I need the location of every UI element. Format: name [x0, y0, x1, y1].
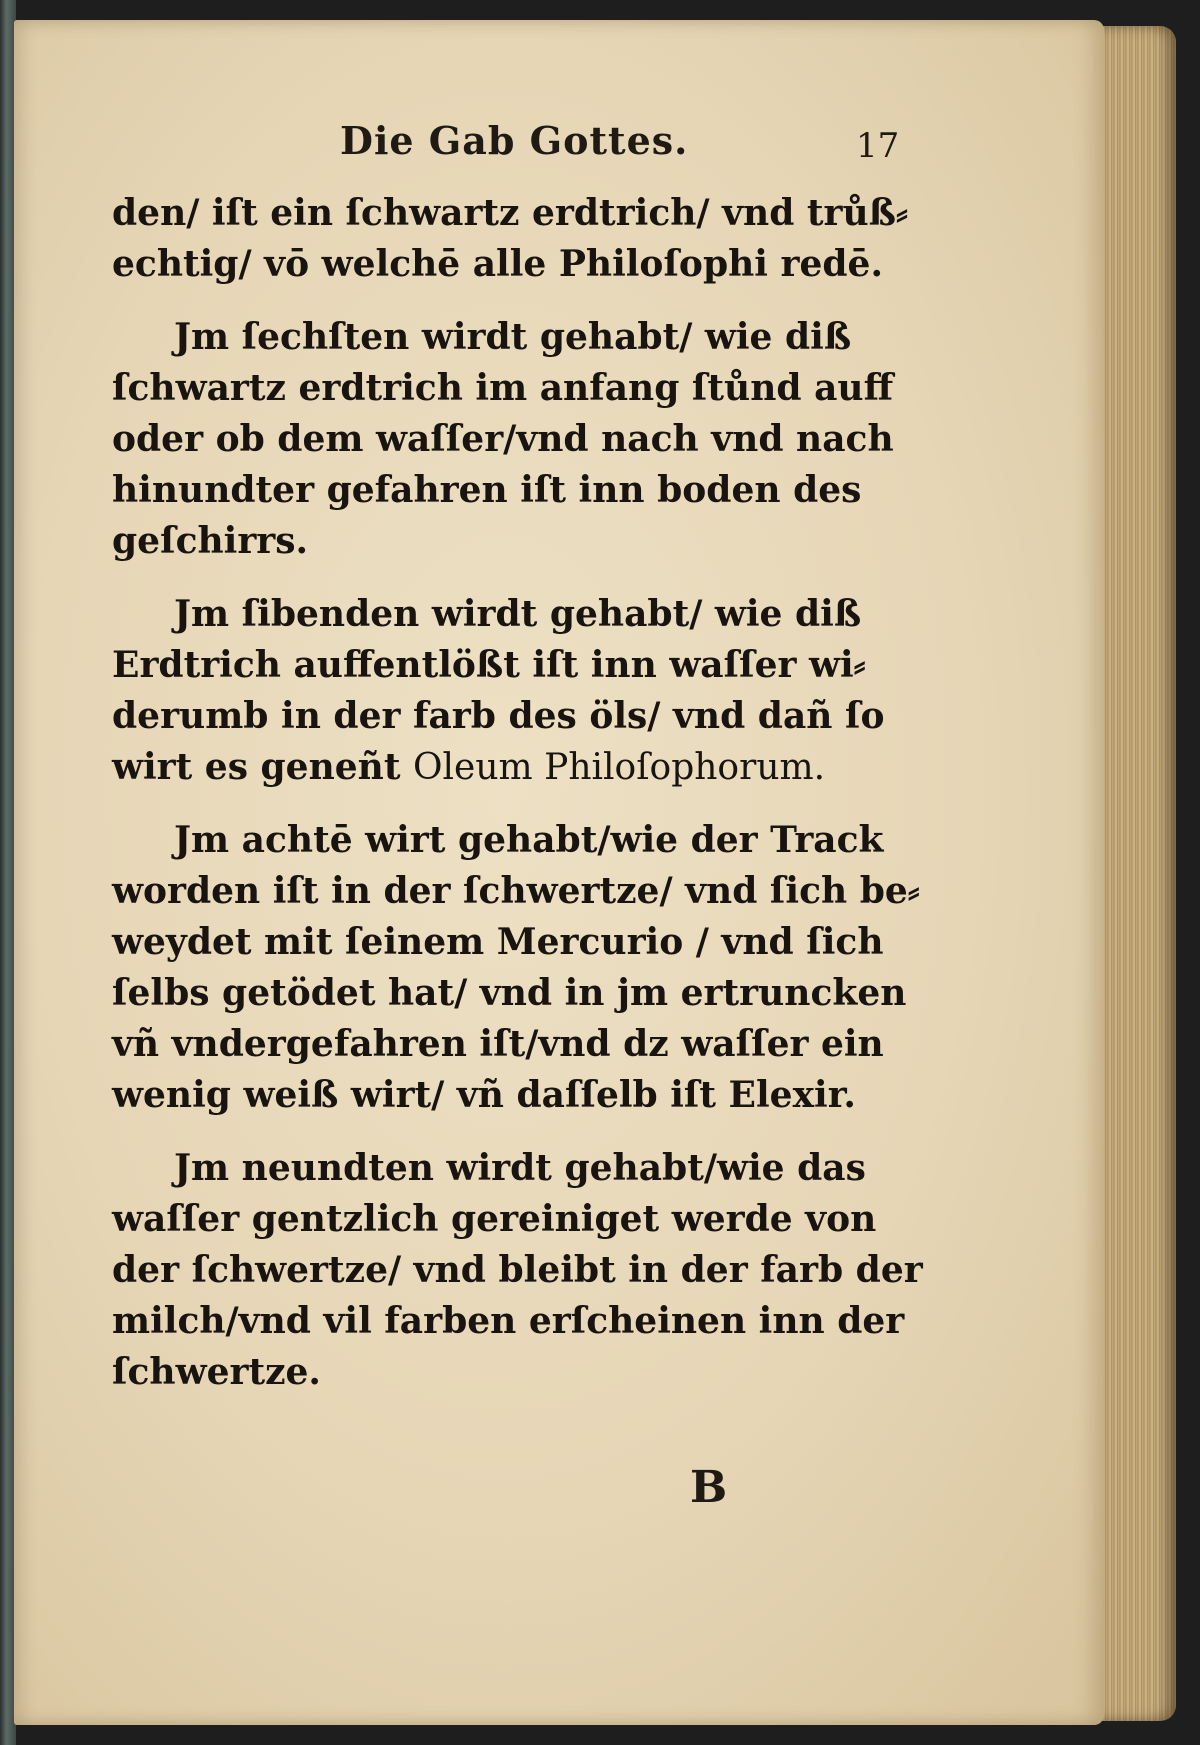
text-line: Erdtrich auffentlößt iſt inn waſſer wi⸗	[112, 644, 866, 686]
text-segment: wirt es geneñt	[112, 746, 413, 788]
running-head: Die Gab Gottes.	[340, 118, 689, 163]
text-line: ſchwartz erdtrich im anfang ſtůnd auff	[112, 367, 894, 409]
paragraph-1	[112, 188, 912, 290]
text-line: oder ob dem waſſer/vnd nach vnd nach	[112, 418, 894, 460]
text-line: der ſchwertze/ vnd bleibt in der farb der	[112, 1249, 923, 1291]
book-page-edges	[1100, 26, 1176, 1721]
paragraph-3	[112, 589, 912, 793]
text-line: geſchirrs.	[112, 520, 309, 562]
page-number: 17	[856, 126, 900, 166]
text-line: Jm neundten wirdt gehabt/wie das	[174, 1147, 866, 1189]
text-line: echtig/ vō welchē alle Philoſophi redē.	[112, 243, 883, 285]
text-line: ſelbs getödet hat/ vnd in jm ertruncken	[112, 972, 907, 1014]
text-line: waſſer gentzlich gereiniget werde von	[112, 1198, 877, 1240]
text-line: ſchwertze.	[112, 1351, 321, 1393]
text-line: den/ iſt ein ſchwartz erdtrich/ vnd trůß⸗	[112, 192, 909, 234]
paragraph-2	[112, 312, 912, 567]
paragraph-5	[112, 1143, 923, 1398]
paragraph-4	[112, 815, 920, 1121]
latin-term: Oleum Philoſophorum.	[413, 747, 826, 788]
text-line: wenig weiß wirt/ vñ daſſelb iſt Elexir.	[112, 1074, 856, 1116]
text-line-with-latin	[112, 742, 912, 793]
text-line: Jm ſibenden wirdt gehabt/ wie diß	[174, 593, 862, 635]
signature-mark: B	[690, 1462, 728, 1513]
text-line: hinundter gefahren iſt inn boden des	[112, 469, 862, 511]
text-line: milch/vnd vil farben erſcheinen inn der	[112, 1300, 905, 1342]
text-line: derumb in der farb des öls/ vnd dañ ſo	[112, 695, 885, 737]
text-line: vñ vndergefahren iſt/vnd dz waſſer ein	[112, 1023, 884, 1065]
text-line: Jm ſechſten wirdt gehabt/ wie diß	[174, 316, 852, 358]
body-text	[112, 188, 923, 1420]
text-line: worden iſt in der ſchwertze/ vnd ſich be⸗	[112, 870, 920, 912]
text-line: weydet mit ſeinem Mercurio / vnd ſich	[112, 921, 884, 963]
text-line: Jm achtē wirt gehabt/wie der Track	[174, 819, 884, 861]
